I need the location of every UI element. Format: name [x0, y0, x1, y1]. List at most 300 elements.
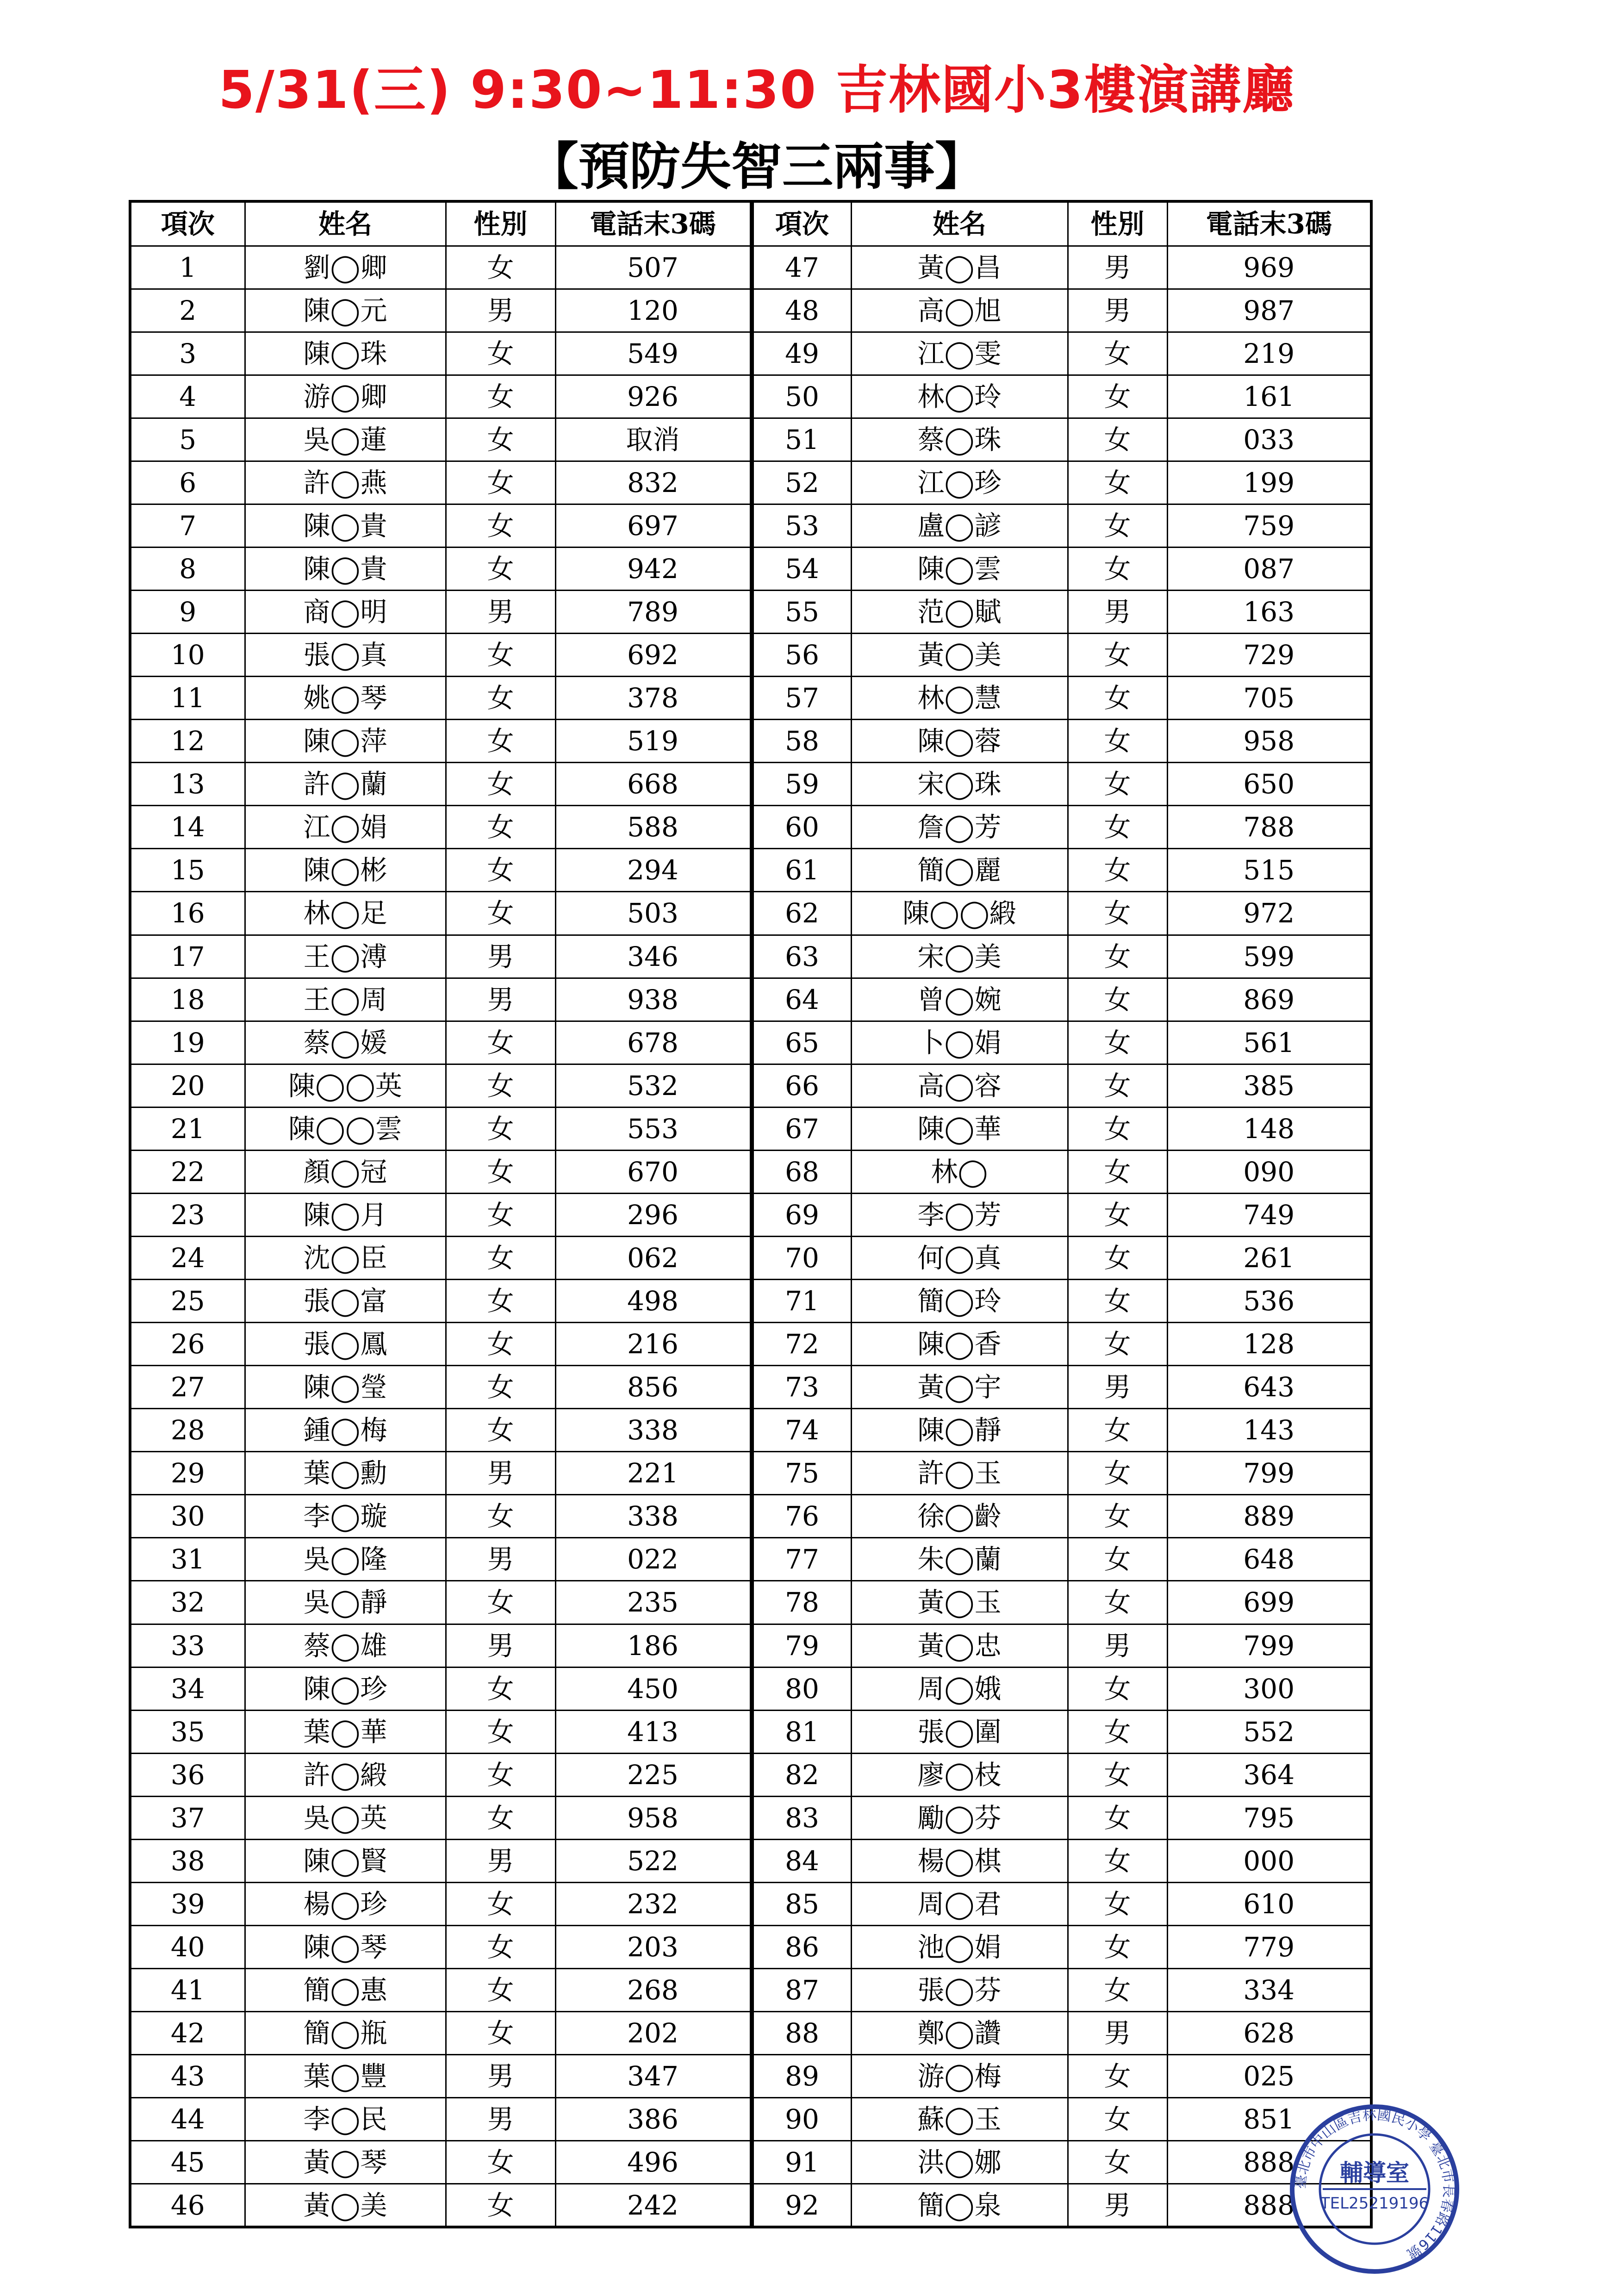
cell-name-right: 黃◯宇 [851, 1366, 1068, 1409]
cell-name: 游◯卿 [245, 375, 446, 418]
attendee-table [129, 200, 1373, 2228]
cell-phone: 926 [555, 375, 752, 418]
cell-gender: 女 [446, 1193, 555, 1236]
cell-index-right: 92 [752, 2184, 851, 2227]
column-header-phone: 電話末3碼 [555, 201, 752, 246]
cell-gender: 女 [446, 849, 555, 892]
cell-phone: 202 [555, 2012, 752, 2055]
cell-name: 許◯蘭 [245, 763, 446, 806]
cell-index: 42 [130, 2012, 245, 2055]
table-row [130, 892, 1371, 935]
table-row [130, 1710, 1371, 1753]
cell-index-right: 54 [752, 547, 851, 590]
cell-name: 李◯璇 [245, 1495, 446, 1538]
table-row [130, 2184, 1371, 2227]
cell-name: 劉◯卿 [245, 246, 446, 289]
cell-gender: 女 [446, 547, 555, 590]
cell-index-right: 86 [752, 1925, 851, 1968]
cell-phone: 413 [555, 1710, 752, 1753]
cell-index: 17 [130, 935, 245, 978]
cell-gender-right: 女 [1068, 1969, 1167, 2012]
cell-name: 林◯足 [245, 892, 446, 935]
cell-phone-right: 889 [1167, 1495, 1371, 1538]
cell-phone: 938 [555, 978, 752, 1021]
cell-index-right: 62 [752, 892, 851, 935]
cell-gender-right: 女 [1068, 1796, 1167, 1839]
school-seal-stamp [1287, 2101, 1462, 2277]
cell-phone-right: 000 [1167, 1839, 1371, 1882]
cell-phone: 232 [555, 1882, 752, 1925]
cell-gender-right: 男 [1068, 2012, 1167, 2055]
cell-index: 44 [130, 2098, 245, 2141]
cell-gender-right: 女 [1068, 1064, 1167, 1107]
column-header-gender: 性別 [446, 201, 555, 246]
cell-gender-right: 女 [1068, 332, 1167, 375]
cell-phone: 588 [555, 806, 752, 849]
cell-phone-right: 888 [1167, 2141, 1371, 2184]
cell-phone-right: 987 [1167, 289, 1371, 332]
cell-name-right: 張◯芬 [851, 1969, 1068, 2012]
cell-index: 22 [130, 1150, 245, 1193]
cell-phone-right: 163 [1167, 591, 1371, 634]
cell-phone-right: 364 [1167, 1753, 1371, 1796]
cell-name: 陳◯元 [245, 289, 446, 332]
cell-phone-right: 759 [1167, 504, 1371, 547]
cell-phone: 062 [555, 1236, 752, 1279]
cell-name-right: 曾◯婉 [851, 978, 1068, 1021]
cell-phone-right: 643 [1167, 1366, 1371, 1409]
cell-name: 吳◯蓮 [245, 418, 446, 461]
cell-gender-right: 女 [1068, 935, 1167, 978]
cell-name: 許◯緞 [245, 1753, 446, 1796]
cell-gender-right: 女 [1068, 978, 1167, 1021]
cell-gender: 女 [446, 1280, 555, 1323]
cell-name-right: 陳◯靜 [851, 1409, 1068, 1452]
cell-name-right: 勵◯芬 [851, 1796, 1068, 1839]
table-row [130, 418, 1371, 461]
table-row [130, 634, 1371, 677]
cell-phone-right: 788 [1167, 806, 1371, 849]
cell-gender-right: 女 [1068, 1409, 1167, 1452]
cell-index: 15 [130, 849, 245, 892]
cell-gender: 女 [446, 763, 555, 806]
cell-gender: 女 [446, 892, 555, 935]
cell-gender-right: 女 [1068, 2098, 1167, 2141]
cell-gender-right: 女 [1068, 1753, 1167, 1796]
cell-gender: 男 [446, 591, 555, 634]
cell-index-right: 77 [752, 1538, 851, 1581]
cell-phone-right: 650 [1167, 763, 1371, 806]
cell-name: 陳◯萍 [245, 720, 446, 763]
cell-index: 19 [130, 1021, 245, 1064]
cell-phone-right: 958 [1167, 720, 1371, 763]
cell-name-right: 江◯雯 [851, 332, 1068, 375]
cell-phone-right: 143 [1167, 1409, 1371, 1452]
cell-index: 40 [130, 1925, 245, 1968]
table-row [130, 1452, 1371, 1495]
cell-index-right: 69 [752, 1193, 851, 1236]
cell-index-right: 68 [752, 1150, 851, 1193]
cell-index: 16 [130, 892, 245, 935]
cell-name-right: 陳◯香 [851, 1323, 1068, 1366]
cell-name: 吳◯隆 [245, 1538, 446, 1581]
cell-phone: 225 [555, 1753, 752, 1796]
cell-gender-right: 男 [1068, 2184, 1167, 2227]
cell-phone: 378 [555, 677, 752, 720]
cell-name: 姚◯琴 [245, 677, 446, 720]
stamp-phone-text: TEL25219196 [1320, 2194, 1429, 2213]
cell-name: 許◯燕 [245, 461, 446, 504]
cell-index: 5 [130, 418, 245, 461]
table-row [130, 1538, 1371, 1581]
cell-index: 4 [130, 375, 245, 418]
cell-phone: 186 [555, 1624, 752, 1667]
cell-name-right: 游◯梅 [851, 2055, 1068, 2098]
cell-gender-right: 男 [1068, 1624, 1167, 1667]
table-row [130, 1323, 1371, 1366]
cell-index: 8 [130, 547, 245, 590]
cell-name-right: 高◯容 [851, 1064, 1068, 1107]
cell-phone-right: 199 [1167, 461, 1371, 504]
cell-name: 陳◯瑩 [245, 1366, 446, 1409]
table-row [130, 935, 1371, 978]
cell-phone: 832 [555, 461, 752, 504]
cell-gender-right: 女 [1068, 1236, 1167, 1279]
cell-phone: 522 [555, 1839, 752, 1882]
cell-gender: 女 [446, 504, 555, 547]
cell-name: 陳◯賢 [245, 1839, 446, 1882]
cell-gender: 女 [446, 1969, 555, 2012]
cell-index: 2 [130, 289, 245, 332]
cell-index-right: 55 [752, 591, 851, 634]
cell-gender-right: 女 [1068, 1925, 1167, 1968]
table-row [130, 2012, 1371, 2055]
cell-name-right: 盧◯諺 [851, 504, 1068, 547]
cell-gender: 女 [446, 806, 555, 849]
cell-phone: 670 [555, 1150, 752, 1193]
cell-name-right: 陳◯雲 [851, 547, 1068, 590]
cell-name-right: 周◯娥 [851, 1667, 1068, 1710]
cell-gender-right: 女 [1068, 375, 1167, 418]
table-row [130, 1753, 1371, 1796]
cell-index-right: 90 [752, 2098, 851, 2141]
cell-phone: 347 [555, 2055, 752, 2098]
cell-name-right: 張◯圍 [851, 1710, 1068, 1753]
cell-index-right: 67 [752, 1107, 851, 1150]
cell-index-right: 80 [752, 1667, 851, 1710]
cell-gender: 女 [446, 332, 555, 375]
cell-name: 蔡◯媛 [245, 1021, 446, 1064]
cell-gender-right: 女 [1068, 1710, 1167, 1753]
cell-gender-right: 女 [1068, 892, 1167, 935]
cell-name-right: 廖◯枝 [851, 1753, 1068, 1796]
cell-index: 36 [130, 1753, 245, 1796]
cell-gender: 男 [446, 978, 555, 1021]
cell-phone: 450 [555, 1667, 752, 1710]
cell-name-right: 范◯賦 [851, 591, 1068, 634]
cell-name: 簡◯惠 [245, 1969, 446, 2012]
cell-phone-right: 128 [1167, 1323, 1371, 1366]
cell-index: 34 [130, 1667, 245, 1710]
cell-name-right: 林◯玲 [851, 375, 1068, 418]
cell-gender: 女 [446, 720, 555, 763]
cell-phone-right: 749 [1167, 1193, 1371, 1236]
cell-name-right: 朱◯蘭 [851, 1538, 1068, 1581]
cell-phone: 取消 [555, 418, 752, 461]
cell-name: 陳◯◯雲 [245, 1107, 446, 1150]
cell-name: 李◯民 [245, 2098, 446, 2141]
cell-name: 黃◯琴 [245, 2141, 446, 2184]
cell-phone-right: 851 [1167, 2098, 1371, 2141]
cell-index-right: 79 [752, 1624, 851, 1667]
cell-name-right: 黃◯昌 [851, 246, 1068, 289]
cell-phone-right: 648 [1167, 1538, 1371, 1581]
cell-gender: 男 [446, 1624, 555, 1667]
cell-index-right: 63 [752, 935, 851, 978]
cell-phone: 294 [555, 849, 752, 892]
cell-gender-right: 女 [1068, 1452, 1167, 1495]
cell-gender: 女 [446, 375, 555, 418]
cell-index: 26 [130, 1323, 245, 1366]
cell-phone: 203 [555, 1925, 752, 1968]
cell-gender-right: 女 [1068, 720, 1167, 763]
cell-name-right: 楊◯棋 [851, 1839, 1068, 1882]
cell-gender: 男 [446, 1538, 555, 1581]
cell-gender-right: 男 [1068, 591, 1167, 634]
cell-index-right: 48 [752, 289, 851, 332]
cell-name-right: 周◯君 [851, 1882, 1068, 1925]
cell-index-right: 53 [752, 504, 851, 547]
event-subtitle: 【預防失智三兩事】 [528, 137, 986, 196]
cell-gender: 女 [446, 1882, 555, 1925]
table-row [130, 2141, 1371, 2184]
cell-phone-right: 699 [1167, 1581, 1371, 1624]
cell-name-right: 詹◯芳 [851, 806, 1068, 849]
cell-gender-right: 女 [1068, 1581, 1167, 1624]
cell-name: 簡◯瓶 [245, 2012, 446, 2055]
cell-index-right: 84 [752, 1839, 851, 1882]
cell-gender: 男 [446, 1839, 555, 1882]
table-row [130, 1236, 1371, 1279]
cell-name: 楊◯珍 [245, 1882, 446, 1925]
column-header-phone-right: 電話末3碼 [1167, 201, 1371, 246]
cell-phone: 678 [555, 1021, 752, 1064]
table-row [130, 1107, 1371, 1150]
cell-phone-right: 385 [1167, 1064, 1371, 1107]
cell-name-right: 林◯慧 [851, 677, 1068, 720]
cell-name-right: 洪◯娜 [851, 2141, 1068, 2184]
cell-index: 39 [130, 1882, 245, 1925]
cell-gender: 女 [446, 1366, 555, 1409]
cell-name-right: 許◯玉 [851, 1452, 1068, 1495]
cell-index: 30 [130, 1495, 245, 1538]
cell-phone: 856 [555, 1366, 752, 1409]
cell-name-right: 蔡◯珠 [851, 418, 1068, 461]
table-row [130, 1021, 1371, 1064]
cell-phone-right: 148 [1167, 1107, 1371, 1150]
cell-phone: 668 [555, 763, 752, 806]
table-row [130, 1366, 1371, 1409]
cell-index-right: 58 [752, 720, 851, 763]
table-row [130, 1969, 1371, 2012]
cell-phone-right: 515 [1167, 849, 1371, 892]
cell-gender-right: 女 [1068, 1495, 1167, 1538]
cell-index: 29 [130, 1452, 245, 1495]
table-header-row [130, 201, 1371, 246]
cell-phone: 503 [555, 892, 752, 935]
cell-index-right: 51 [752, 418, 851, 461]
cell-gender: 女 [446, 1710, 555, 1753]
cell-name: 江◯娟 [245, 806, 446, 849]
cell-phone: 942 [555, 547, 752, 590]
cell-gender-right: 女 [1068, 1882, 1167, 1925]
cell-phone: 498 [555, 1280, 752, 1323]
table-row [130, 849, 1371, 892]
cell-phone: 496 [555, 2141, 752, 2184]
cell-phone: 549 [555, 332, 752, 375]
cell-gender: 男 [446, 2098, 555, 2141]
cell-index-right: 74 [752, 1409, 851, 1452]
table-row [130, 1581, 1371, 1624]
cell-index: 45 [130, 2141, 245, 2184]
cell-index: 25 [130, 1280, 245, 1323]
cell-name-right: 卜◯娟 [851, 1021, 1068, 1064]
cell-phone-right: 087 [1167, 547, 1371, 590]
cell-index-right: 91 [752, 2141, 851, 2184]
cell-name: 黃◯美 [245, 2184, 446, 2227]
cell-name: 葉◯勳 [245, 1452, 446, 1495]
cell-phone: 235 [555, 1581, 752, 1624]
cell-name-right: 黃◯忠 [851, 1624, 1068, 1667]
table-row [130, 1796, 1371, 1839]
table-row [130, 246, 1371, 289]
cell-gender: 女 [446, 1064, 555, 1107]
cell-phone-right: 219 [1167, 332, 1371, 375]
cell-gender-right: 女 [1068, 763, 1167, 806]
table-row [130, 375, 1371, 418]
cell-index: 18 [130, 978, 245, 1021]
cell-gender-right: 女 [1068, 1280, 1167, 1323]
cell-index-right: 75 [752, 1452, 851, 1495]
table-row [130, 1839, 1371, 1882]
table-row [130, 547, 1371, 590]
cell-phone: 692 [555, 634, 752, 677]
table-row [130, 461, 1371, 504]
cell-name: 陳◯珍 [245, 1667, 446, 1710]
cell-gender-right: 女 [1068, 677, 1167, 720]
cell-name: 王◯溥 [245, 935, 446, 978]
cell-name-right: 黃◯玉 [851, 1581, 1068, 1624]
stamp-ring-text: 臺北市中山區吉林國民小學 臺北市長春路116號 [1292, 2107, 1457, 2262]
cell-name-right: 宋◯珠 [851, 763, 1068, 806]
cell-gender-right: 女 [1068, 1667, 1167, 1710]
cell-gender: 女 [446, 1796, 555, 1839]
table-row [130, 1409, 1371, 1452]
table-row [130, 1193, 1371, 1236]
cell-gender: 女 [446, 246, 555, 289]
cell-index: 1 [130, 246, 245, 289]
cell-phone-right: 969 [1167, 246, 1371, 289]
table-row [130, 677, 1371, 720]
cell-phone-right: 161 [1167, 375, 1371, 418]
cell-index-right: 81 [752, 1710, 851, 1753]
cell-gender: 女 [446, 1150, 555, 1193]
cell-gender: 男 [446, 1452, 555, 1495]
cell-phone-right: 628 [1167, 2012, 1371, 2055]
cell-name: 陳◯月 [245, 1193, 446, 1236]
cell-gender-right: 女 [1068, 806, 1167, 849]
cell-gender: 女 [446, 418, 555, 461]
column-header-gender-right: 性別 [1068, 201, 1167, 246]
cell-gender-right: 女 [1068, 1323, 1167, 1366]
cell-index: 9 [130, 591, 245, 634]
cell-phone-right: 610 [1167, 1882, 1371, 1925]
cell-phone-right: 033 [1167, 418, 1371, 461]
cell-name: 葉◯華 [245, 1710, 446, 1753]
cell-gender: 女 [446, 461, 555, 504]
cell-name-right: 李◯芳 [851, 1193, 1068, 1236]
table-row [130, 2055, 1371, 2098]
cell-index-right: 49 [752, 332, 851, 375]
cell-gender-right: 女 [1068, 634, 1167, 677]
cell-phone: 532 [555, 1064, 752, 1107]
cell-phone-right: 795 [1167, 1796, 1371, 1839]
cell-index-right: 52 [752, 461, 851, 504]
cell-phone: 346 [555, 935, 752, 978]
cell-name: 陳◯貴 [245, 547, 446, 590]
cell-index-right: 57 [752, 677, 851, 720]
column-header-name: 姓名 [245, 201, 446, 246]
cell-name: 吳◯英 [245, 1796, 446, 1839]
cell-phone-right: 552 [1167, 1710, 1371, 1753]
cell-name: 商◯明 [245, 591, 446, 634]
cell-name: 葉◯豐 [245, 2055, 446, 2098]
cell-phone: 338 [555, 1495, 752, 1538]
cell-name-right: 黃◯美 [851, 634, 1068, 677]
table-row [130, 763, 1371, 806]
table-row [130, 1280, 1371, 1323]
cell-gender: 女 [446, 1236, 555, 1279]
table-row [130, 978, 1371, 1021]
column-header-name-right: 姓名 [851, 201, 1068, 246]
cell-gender: 女 [446, 1753, 555, 1796]
cell-index-right: 78 [752, 1581, 851, 1624]
cell-name: 張◯鳳 [245, 1323, 446, 1366]
cell-index-right: 60 [752, 806, 851, 849]
cell-index: 20 [130, 1064, 245, 1107]
cell-name-right: 林◯ [851, 1150, 1068, 1193]
cell-gender: 女 [446, 1581, 555, 1624]
cell-phone: 268 [555, 1969, 752, 2012]
cell-name: 陳◯珠 [245, 332, 446, 375]
cell-name: 陳◯琴 [245, 1925, 446, 1968]
cell-name-right: 何◯真 [851, 1236, 1068, 1279]
cell-phone-right: 334 [1167, 1969, 1371, 2012]
cell-phone: 221 [555, 1452, 752, 1495]
cell-gender: 女 [446, 677, 555, 720]
cell-phone-right: 261 [1167, 1236, 1371, 1279]
cell-index: 24 [130, 1236, 245, 1279]
cell-index-right: 73 [752, 1366, 851, 1409]
cell-index-right: 89 [752, 2055, 851, 2098]
cell-phone-right: 025 [1167, 2055, 1371, 2098]
cell-gender: 女 [446, 1667, 555, 1710]
cell-index: 7 [130, 504, 245, 547]
cell-gender-right: 女 [1068, 461, 1167, 504]
cell-index: 11 [130, 677, 245, 720]
cell-name-right: 簡◯玲 [851, 1280, 1068, 1323]
cell-phone: 507 [555, 246, 752, 289]
